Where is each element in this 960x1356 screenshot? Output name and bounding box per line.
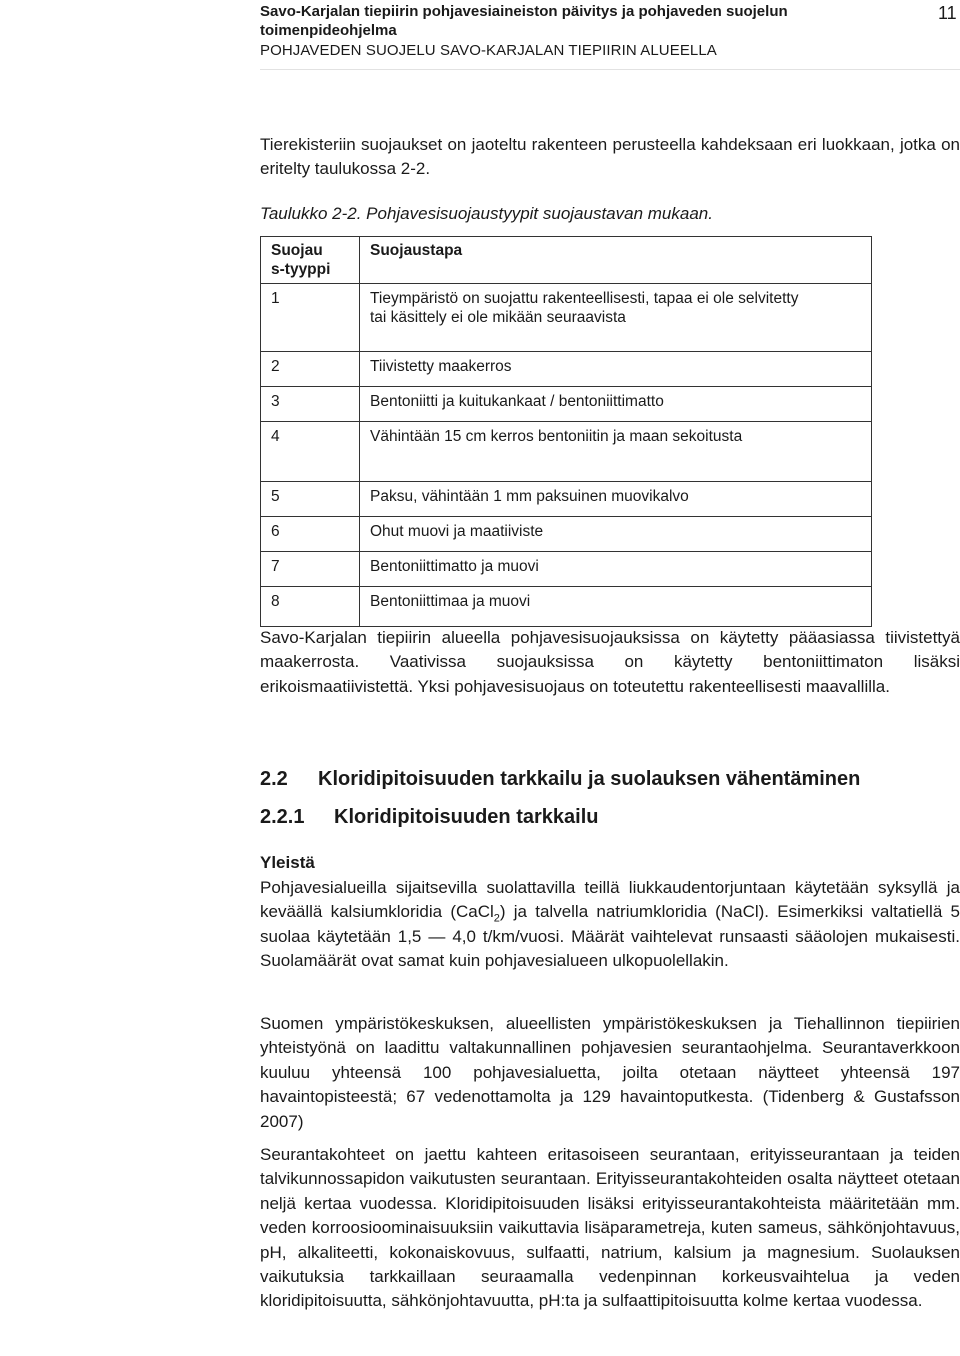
header-divider: [260, 69, 960, 70]
table-header-row: [261, 237, 872, 284]
table-cell-type: 2: [261, 352, 360, 387]
chemical-subscript: 2: [493, 912, 500, 925]
section-title: Kloridipitoisuuden tarkkailu ja suolauksen vähentäminen: [318, 768, 861, 790]
table-cell-method: Bentoniittimatto ja muovi: [360, 552, 872, 587]
table-row: [261, 387, 872, 422]
table-row: [261, 587, 872, 627]
table-cell-type: 4: [261, 422, 360, 482]
table-cell-method: Paksu, vähintään 1 mm paksuinen muovikalvo: [360, 482, 872, 517]
table-cell-type: 8: [261, 587, 360, 627]
monitoring-targets-paragraph: Seurantakohteet on jaettu kahteen eritasoiseen seurantaan, erityisseurantaan ja teiden talvikunnossapidon vaikutusten seurantaan. Erityisseurantakohteiden osalta näytteet otetaan neljä kertaa vuodessa. Kloridipitoisuuden lisäksi erityisseurantakohteista määritetään mm. veden korroosioominaisuuksiin vaikuttavia lisäparametreja, kuten sameus, sähkönjohtavuus, pH, alkaliteetti, kokonaiskovuus, sulfaatti, natrium, kalsium ja magnesium. Suolauksen vaikutuksia tarkkaillaan seuraamalla vedenpinnan korkeusvaihtelua ja veden kloridipitoisuutta, sähkönjohtavuutta, pH:ta ja sulfaattipitoisuutta kolme kertaa vuodessa.: [260, 1145, 960, 1311]
salting-paragraph-text-end: ) ja talvella natriumkloridia (NaCl). Esimerkiksi valtatiellä 5 suolaa käytetään 1,5 — 4,0 t/km/vuosi. Määrät vaihtelevat runsaasti sääolojen mukaisesti. Suolamäärät ovat samat kuin pohjavesialueen ulkopuolellakin.: [260, 902, 960, 971]
table-cell-method: Bentoniittimaa ja muovi: [360, 587, 872, 627]
table-cell-method: Tiivistetty maakerros: [360, 352, 872, 387]
table-cell-type: 6: [261, 517, 360, 552]
header-chapter-title: POHJAVEDEN SUOJELU SAVO-KARJALAN TIEPIIRIN ALUEELLA: [260, 42, 717, 59]
subsection-heading: [260, 804, 598, 830]
page-number: 11: [938, 3, 957, 23]
table-cell-type: 1: [261, 284, 360, 352]
column-header-method: Suojaustapa: [360, 237, 872, 284]
protection-types-table: [260, 236, 872, 627]
table-cell-method: Bentoniitti ja kuitukankaat / bentoniittimatto: [360, 387, 872, 422]
salting-paragraph-text-start: Pohjavesialueilla sijaitsevilla suolattavilla teillä liukkaudentorjuntaan käytetään syksyllä ja keväällä kalsiumkloridia (CaCl: [260, 878, 960, 922]
subsection-title: Kloridipitoisuuden tarkkailu: [334, 806, 599, 828]
table-row: [261, 552, 872, 587]
table-row: [261, 284, 872, 352]
table-row: [261, 422, 872, 482]
intro-paragraph: Tierekisteriin suojaukset on jaoteltu rakenteen perusteella kahdeksaan eri luokkaan, jotka on eritelty taulukossa 2-2.: [260, 135, 960, 179]
subsection-number: 2.2.1: [260, 806, 305, 828]
table-cell-type: 7: [261, 552, 360, 587]
table-caption: Taulukko 2-2. Pohjavesisuojaustyypit suojaustavan mukaan.: [260, 204, 713, 223]
section-number: 2.2: [260, 768, 288, 790]
monitoring-program-paragraph: Suomen ympäristökeskuksen, alueellisten ympäristökeskuksen ja Tiehallinnon tiepiirien yhteistyönä on laadittu valtakunnallinen pohjavesien seurantaohjelma. Seurantaverkkoon kuuluu yhteensä 100 pohjavesialuetta, joilta otetaan näytteet yhteensä 197 havaintopisteestä; 67 vedenottamolta ja 129 havaintoputkesta. (Tidenberg & Gustafsson 2007): [260, 1014, 960, 1131]
table-row: [261, 482, 872, 517]
table-cell-method: Tieympäristö on suojattu rakenteellisesti, tapaa ei ole selvitetty tai käsittely ei ole mikään seuraavista: [360, 284, 872, 352]
header-document-title-continued: toimenpideohjelma: [260, 22, 397, 39]
section-heading: [260, 766, 860, 792]
header-document-title: Savo-Karjalan tiepiirin pohjavesiaineiston päivitys ja pohjaveden suojelun: [260, 3, 788, 20]
after-table-paragraph: Savo-Karjalan tiepiirin alueella pohjavesisuojauksissa on käytetty pääasiassa tiivistettyä maakerrosta. Vaativissa suojauksissa on käytetty bentoniittimaton lisäksi erikoismaatiivistettä. Yksi pohjavesisuojaus on toteutettu rakenteellisesti maavallilla.: [260, 628, 960, 696]
table-cell-method: Vähintään 15 cm kerros bentoniitin ja maan sekoitusta: [360, 422, 872, 482]
table-row: [261, 517, 872, 552]
table-cell-type: 5: [261, 482, 360, 517]
yleista-heading: Yleistä: [260, 853, 315, 872]
column-header-type: [261, 237, 360, 284]
table-cell-type: 3: [261, 387, 360, 422]
table-row: [261, 352, 872, 387]
column-header-type-label: Suojaus-tyyppi: [271, 242, 331, 278]
salting-paragraph: [260, 876, 960, 974]
table-cell-method: Ohut muovi ja maatiiviste: [360, 517, 872, 552]
